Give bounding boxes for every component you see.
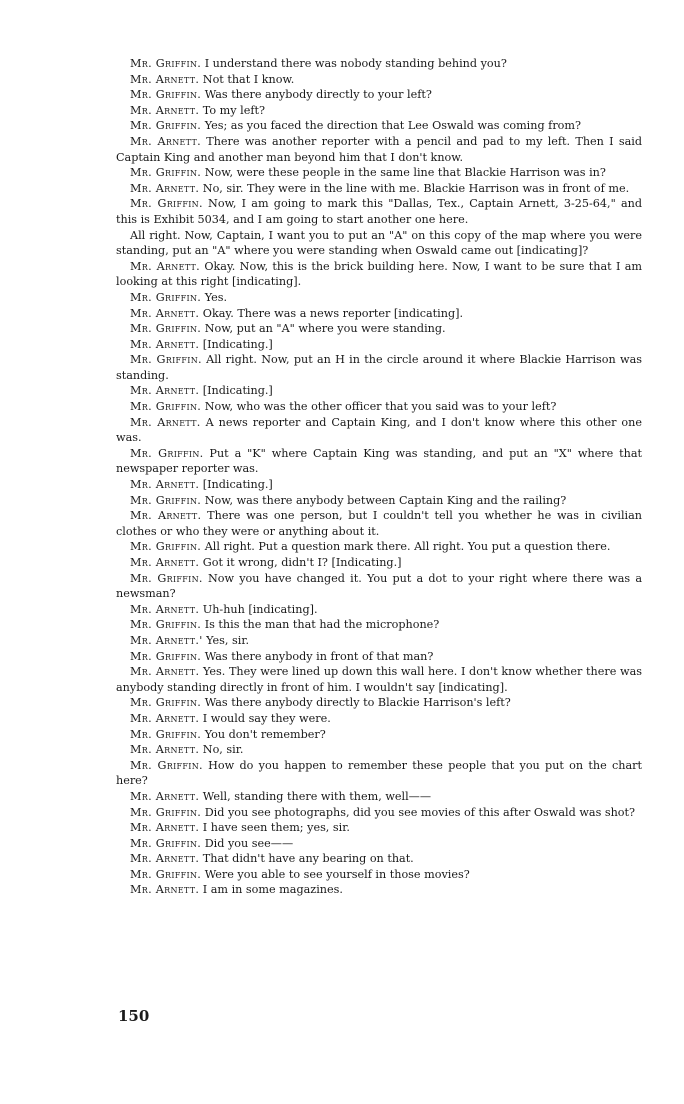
speaker-name: Mr. Arnett. <box>130 743 200 757</box>
transcript-paragraph <box>116 493 642 509</box>
transcript-paragraph <box>116 508 642 539</box>
speech-text: Okay. Now, this is the brick building here. Now, I want to be sure that I am looking at this right [indicating]. <box>116 259 642 289</box>
transcript-paragraph <box>116 321 642 337</box>
speech-text: [Indicating.] <box>199 384 273 398</box>
speech-text: Now, I am going to mark this "Dallas, Tex., Captain Arnett, 3-25-64," and this is Exhibit 5034, and I am going to start another one here. <box>116 197 642 226</box>
speaker-name: Mr. Griffin. <box>130 400 202 414</box>
speaker-name: Mr. Arnett. <box>130 883 200 897</box>
speech-text: I would say they were. <box>199 711 331 725</box>
speech-text: You don't remember? <box>201 727 326 741</box>
speaker-name: Mr. Griffin. <box>130 166 202 180</box>
transcript-paragraph <box>116 290 642 306</box>
transcript-paragraph <box>116 571 642 602</box>
speaker-name: Mr. Griffin. <box>130 805 202 819</box>
transcript-paragraph <box>116 851 642 867</box>
speech-text: Was there anybody directly to Blackie Harrison's left? <box>201 696 511 710</box>
transcript-paragraph <box>116 337 642 353</box>
speaker-name: Mr. Griffin. <box>130 649 202 663</box>
speech-text: Now you have changed it. You put a dot to your right where there was a newsman? <box>116 571 642 601</box>
speaker-name: Mr. Arnett. <box>130 478 200 492</box>
speaker-name: Mr. Arnett.' <box>130 633 203 647</box>
transcript-paragraph <box>116 555 642 571</box>
speech-text: Now, was there anybody between Captain King and the railing? <box>201 493 567 507</box>
speaker-name: Mr. Arnett. <box>130 337 200 351</box>
transcript-page <box>116 56 642 898</box>
transcript-paragraph <box>116 882 642 898</box>
speech-text: To my left? <box>199 103 265 117</box>
speaker-name: Mr. Griffin. <box>130 836 202 850</box>
transcript-paragraph <box>116 836 642 852</box>
transcript-paragraph <box>116 539 642 555</box>
speaker-name: Mr. Arnett. <box>130 415 201 429</box>
speech-text: I have seen them; yes, sir. <box>199 821 350 835</box>
speaker-name: Mr. Arnett. <box>130 665 200 679</box>
speaker-name: Mr. Griffin. <box>130 290 202 304</box>
speech-text: I understand there was nobody standing behind you? <box>201 57 507 70</box>
transcript-paragraph <box>116 181 642 197</box>
speaker-name: Mr. Arnett. <box>130 602 200 616</box>
transcript-paragraph <box>116 867 642 883</box>
speech-text: Uh-huh [indicating]. <box>199 602 318 616</box>
speech-text: That didn't have any bearing on that. <box>199 852 414 866</box>
speaker-name: Mr. Arnett. <box>130 509 202 523</box>
speech-text: Did you see photographs, did you see movies of this after Oswald was shot? <box>201 805 636 819</box>
speech-text: Now, were these people in the same line that Blackie Harrison was in? <box>201 166 606 180</box>
speaker-name: Mr. Griffin. <box>130 197 203 211</box>
transcript-paragraph <box>116 196 642 227</box>
transcript-paragraph <box>116 446 642 477</box>
transcript-paragraph <box>116 477 642 493</box>
transcript-paragraph <box>116 727 642 743</box>
speaker-name: Mr. Griffin. <box>130 867 202 881</box>
speaker-name: Mr. Arnett. <box>130 72 200 86</box>
speech-text: No, sir. They were in the line with me. Blackie Harrison was in front of me. <box>199 181 630 195</box>
transcript-paragraph <box>116 56 642 72</box>
transcript-paragraph <box>116 805 642 821</box>
transcript-paragraph <box>116 103 642 119</box>
speech-text: No, sir. <box>199 743 244 757</box>
speech-text: Yes. They were lined up down this wall here. I don't know whether there was anybody standing directly in front of him. I wouldn't say [indicating]. <box>116 665 642 694</box>
speaker-name: Mr. Griffin. <box>130 119 202 133</box>
speech-text: How do you happen to remember these people that you put on the chart here? <box>116 758 642 788</box>
transcript-paragraph <box>116 711 642 727</box>
speech-text: Yes, sir. <box>202 633 250 647</box>
transcript-paragraph <box>116 352 642 383</box>
transcript-paragraph <box>116 165 642 181</box>
transcript-paragraph <box>116 664 642 695</box>
transcript-paragraph <box>116 228 642 259</box>
speaker-name: Mr. Arnett. <box>130 711 200 725</box>
speaker-name: Mr. Arnett. <box>130 821 200 835</box>
speech-text: Got it wrong, didn't I? [Indicating.] <box>199 556 402 569</box>
transcript-paragraph <box>116 134 642 165</box>
speech-text: I am in some magazines. <box>199 883 343 897</box>
speaker-name: Mr. Griffin. <box>130 618 202 632</box>
speaker-name: Mr. Griffin. <box>130 493 202 507</box>
transcript-paragraph <box>116 87 642 103</box>
speech-text: [Indicating.] <box>199 337 273 351</box>
transcript-paragraph <box>116 649 642 665</box>
speech-text: Yes. <box>201 290 228 304</box>
transcript-paragraph <box>116 758 642 789</box>
transcript-paragraph <box>116 820 642 836</box>
speaker-name: Mr. Griffin. <box>130 696 202 710</box>
speech-text: Put a "K" where Captain King was standing, and put an "X" where that newspaper reporter was. <box>116 446 642 476</box>
speaker-name: Mr. Arnett. <box>130 556 200 569</box>
speech-text: Was there anybody in front of that man? <box>201 649 434 663</box>
page-number: 150 <box>118 1007 150 1025</box>
speaker-name: Mr. Griffin. <box>130 727 202 741</box>
speech-text: Okay. There was a news reporter [indicating]. <box>199 306 464 320</box>
speaker-name: Mr. Arnett. <box>130 181 200 195</box>
speech-text: [Indicating.] <box>199 478 273 492</box>
speaker-name: Mr. Arnett. <box>130 852 200 866</box>
speaker-name: Mr. Griffin. <box>130 758 203 772</box>
speech-text: Yes; as you faced the direction that Lee Oswald was coming from? <box>201 119 582 133</box>
speech-text: Were you able to see yourself in those movies? <box>201 867 470 881</box>
speech-text: Was there anybody directly to your left? <box>201 88 432 102</box>
speaker-name: Mr. Griffin. <box>130 57 202 70</box>
speech-text: Not that I know. <box>199 72 295 86</box>
speaker-name: Mr. Arnett. <box>130 259 200 273</box>
speech-text: All right. Now, put an H in the circle around it where Blackie Harrison was standing. <box>116 353 642 382</box>
speaker-name: Mr. Griffin. <box>130 353 202 367</box>
transcript-paragraph <box>116 742 642 758</box>
speaker-name: Mr. Arnett. <box>130 103 200 117</box>
transcript-paragraph <box>116 415 642 446</box>
transcript-paragraph <box>116 602 642 618</box>
transcript-paragraph <box>116 789 642 805</box>
speaker-name: Mr. Arnett. <box>130 384 200 398</box>
transcript-paragraph <box>116 695 642 711</box>
speech-text: All right. Now, Captain, I want you to put an "A" on this copy of the map where you were standing, put an "A" where you were standing when Oswald came out [indicating]? <box>116 228 642 258</box>
transcript-paragraph <box>116 383 642 399</box>
speech-text: There was one person, but I couldn't tell you whether he was in civilian clothes or who they were or anything about it. <box>116 509 642 538</box>
speech-text: Well, standing there with them, well—— <box>199 789 432 803</box>
speech-text: There was another reporter with a pencil and pad to my left. Then I said Captain King and another man beyond him that I don't know. <box>116 134 643 164</box>
speaker-name: Mr. Griffin. <box>130 540 202 554</box>
speaker-name: Mr. Griffin. <box>130 322 202 336</box>
speech-text: Now, who was the other officer that you said was to your left? <box>201 400 557 414</box>
transcript-paragraph <box>116 617 642 633</box>
transcript-paragraph <box>116 633 642 649</box>
speech-text: Did you see—— <box>201 836 294 850</box>
speaker-name: Mr. Griffin. <box>130 446 204 460</box>
speech-text: A news reporter and Captain King, and I don't know where this other one was. <box>116 415 642 445</box>
speaker-name: Mr. Arnett. <box>130 306 200 320</box>
speech-text: All right. Put a question mark there. All right. You put a question there. <box>201 540 611 554</box>
transcript-paragraph <box>116 259 642 290</box>
transcript-paragraph <box>116 118 642 134</box>
speech-text: Is this the man that had the microphone? <box>201 618 440 632</box>
speaker-name: Mr. Griffin. <box>130 571 203 585</box>
speaker-name: Mr. Griffin. <box>130 88 202 102</box>
transcript-paragraph <box>116 399 642 415</box>
speech-text: Now, put an "A" where you were standing. <box>201 322 446 336</box>
transcript-paragraph <box>116 72 642 88</box>
transcript-paragraph <box>116 306 642 322</box>
speaker-name: Mr. Arnett. <box>130 789 200 803</box>
speaker-name: Mr. Arnett. <box>130 134 201 148</box>
